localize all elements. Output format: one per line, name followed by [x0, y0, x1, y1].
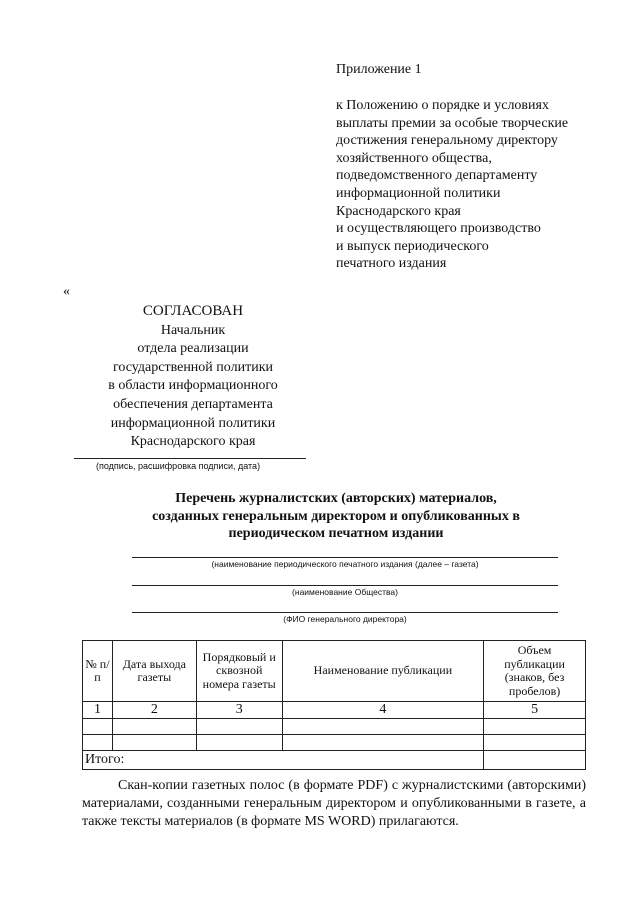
column-number: 3: [196, 702, 282, 719]
director-name-caption: (ФИО генерального директора): [283, 614, 407, 624]
approval-line: отдела реализации: [137, 341, 249, 357]
header-issue-date: Дата выхода газеты: [112, 641, 196, 702]
approval-line: информационной политики: [110, 415, 276, 431]
document-title-line: периодическом печатном издании: [228, 526, 444, 541]
appendix-reference: [336, 97, 616, 273]
appendix-line: Краснодарского края: [336, 203, 461, 219]
document-title-line: Перечень журналистских (авторских) материалов,: [175, 491, 497, 506]
document-title-line: созданных генеральным директором и опубликованных в: [152, 508, 520, 524]
column-number: 5: [484, 702, 586, 719]
table-row: [83, 719, 586, 735]
publication-name-caption: (наименование периодического печатного издания (далее – газета): [211, 559, 479, 569]
appendix-line: и выпуск периодического: [336, 238, 489, 254]
total-label: Итого:: [83, 751, 484, 770]
approval-line: государственной политики: [113, 359, 273, 375]
column-number: 2: [112, 702, 196, 719]
appendix-line: выплаты премии за особые творческие: [336, 115, 569, 131]
table-cell: [112, 735, 196, 751]
approval-line: обеспечения департамента: [113, 396, 273, 412]
header-issue-number: Порядковый и сквозной номера газеты: [196, 641, 282, 702]
column-number: 1: [83, 702, 113, 719]
attachment-note: [82, 777, 586, 830]
table-cell: [112, 719, 196, 735]
table-cell: [484, 719, 586, 735]
publication-name-line: [132, 557, 558, 558]
table-row: [83, 735, 586, 751]
document-title: [116, 490, 556, 543]
table-cell: [484, 735, 586, 751]
approval-heading: СОГЛАСОВАН: [142, 303, 244, 319]
table-cell: [196, 735, 282, 751]
appendix-line: печатного издания: [336, 256, 447, 272]
appendix-title: Приложение 1: [336, 62, 422, 77]
table-cell: [83, 719, 113, 735]
approval-line: Начальник: [160, 322, 226, 338]
signature-line: [74, 458, 306, 459]
table-cell: [282, 735, 483, 751]
director-name-line: [132, 612, 558, 613]
header-publication-title: Наименование публикации: [282, 641, 483, 702]
header-publication-size: Объем публикации (знаков, без пробелов): [484, 641, 586, 702]
appendix-line: и осуществляющего производство: [336, 221, 541, 237]
publications-table: [82, 640, 586, 770]
total-value: [484, 751, 586, 770]
total-row: [83, 751, 586, 770]
table-cell: [196, 719, 282, 735]
column-number: 4: [282, 702, 483, 719]
approval-line: Краснодарского края: [130, 434, 256, 450]
table-cell: [83, 735, 113, 751]
company-name-line: [132, 585, 558, 586]
column-number-row: [83, 702, 586, 719]
approval-line: в области информационного: [108, 378, 278, 394]
appendix-line: информационной политики: [336, 185, 501, 201]
signature-caption: (подпись, расшифровка подписи, дата): [96, 461, 261, 471]
approval-block: [78, 302, 308, 452]
table-cell: [282, 719, 483, 735]
appendix-line: достижения генеральному директору: [336, 133, 558, 149]
company-name-caption: (наименование Общества): [292, 587, 398, 597]
appendix-line: к Положению о порядке и условиях: [336, 98, 549, 113]
quote-mark: «: [63, 284, 70, 299]
appendix-line: хозяйственного общества,: [336, 150, 492, 166]
header-number: № п/п: [83, 641, 113, 702]
table-header-row: [83, 641, 586, 702]
attachment-note-text: Скан-копии газетных полос (в формате PDF) с журналистскими (авторскими) материалами, созданными генеральным директором и опубликованными в газете, а также тексты материалов (в формате MS WORD) прилагаются.: [82, 778, 586, 829]
appendix-line: подведомственного департаменту: [336, 168, 538, 184]
